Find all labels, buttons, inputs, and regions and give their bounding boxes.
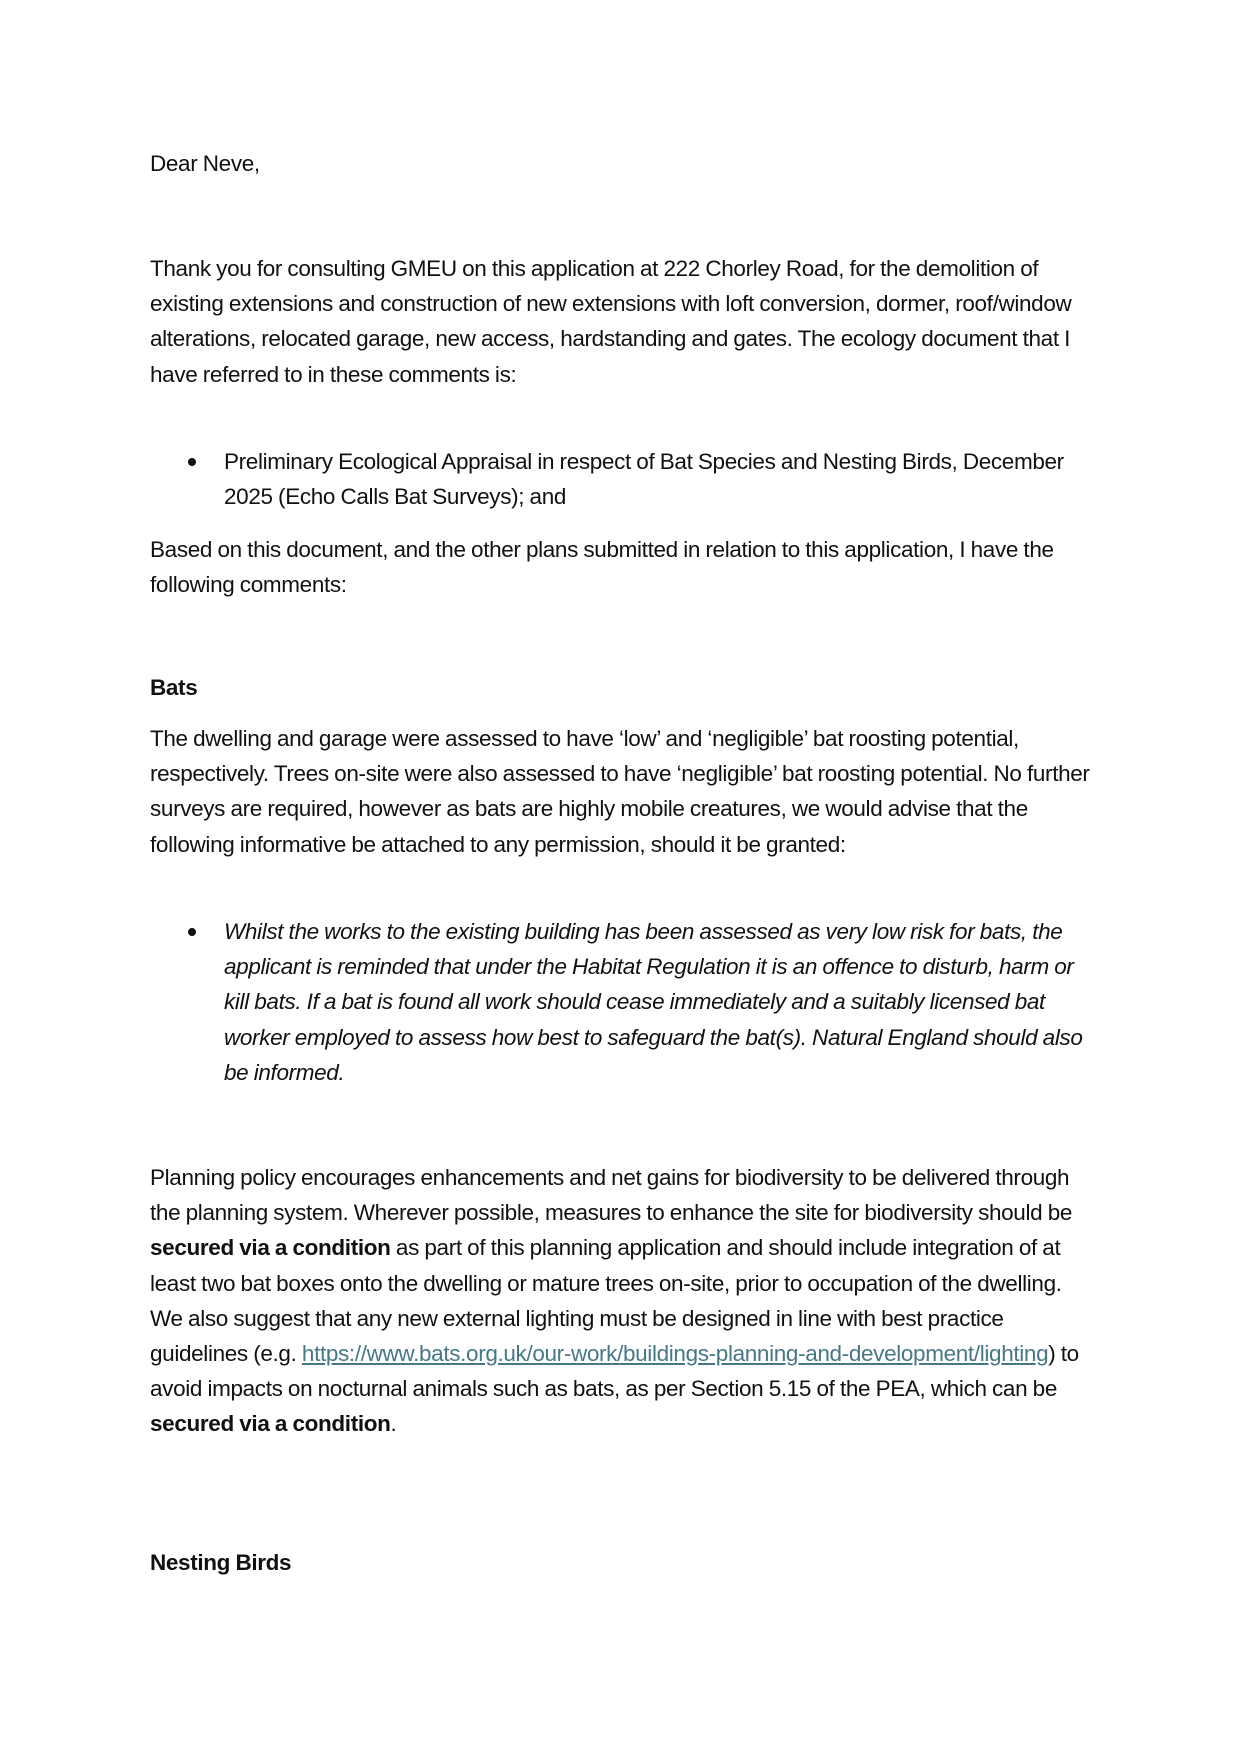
salutation: Dear Neve,	[150, 151, 260, 176]
documents-list	[150, 444, 1090, 514]
section-heading-nesting-birds: Nesting Birds	[150, 1550, 292, 1575]
enhancement-text-3: ) to avoid impacts on nocturnal animals such as bats, as per Section 5.15 of the PEA, which can be	[150, 1341, 1079, 1402]
condition-emphasis: secured via a condition	[150, 1235, 391, 1261]
enhancement-paragraph	[150, 1160, 1090, 1442]
informative-list	[150, 914, 1090, 1090]
bullet-icon	[188, 458, 196, 466]
document-title: Preliminary Ecological Appraisal in respect of Bat Species and Nesting Birds, December 2025 (Echo Calls Bat Surveys); and	[224, 449, 1064, 510]
bullet-icon	[188, 928, 196, 936]
condition-emphasis: secured via a condition	[150, 1411, 391, 1437]
intro-paragraph: Thank you for consulting GMEU on this application at 222 Chorley Road, for the demolition of existing extensions and construction of new extensions with loft conversion, dormer, roof/window alterations, relocated garage, new access, hardstanding and gates. The ecology document that I have referred to in these comments is:	[150, 256, 1072, 387]
section-heading-bats: Bats	[150, 675, 198, 700]
based-on-paragraph: Based on this document, and the other plans submitted in relation to this application, I have the following comments:	[150, 537, 1054, 598]
enhancement-text-1: Planning policy encourages enhancements and net gains for biodiversity to be delivered through the planning system. Wherever possible, measures to enhance the site for biodiversity should be	[150, 1165, 1073, 1226]
document-list-item	[150, 444, 1090, 514]
bats-assessment-paragraph: The dwelling and garage were assessed to have ‘low’ and ‘negligible’ bat roosting potential, respectively. Trees on-site were also assessed to have ‘negligible’ bat roosting potential. No further surveys are required, however as bats are highly mobile creatures, we would advise that the following informative be attached to any permission, should it be granted:	[150, 726, 1090, 857]
enhancement-text-2: as part of this planning application and should include integration of at least two bat boxes onto the dwelling or mature trees on-site, prior to occupation of the dwelling. We also suggest that any new external lighting must be designed in line with best practice guidelines (e.g.	[150, 1235, 1062, 1367]
informative-text: Whilst the works to the existing building has been assessed as very low risk for bats, the applicant is reminded that under the Habitat Regulation it is an offence to disturb, harm or kill bats. If a bat is found all work should cease immediately and a suitably licensed bat worker employed to assess how best to safeguard the bat(s). Natural England should also be informed.	[224, 919, 1083, 1085]
bat-lighting-guidance-link[interactable]: https://www.bats.org.uk/our-work/buildings-planning-and-development/lighting	[301, 1341, 1049, 1367]
informative-list-item	[150, 914, 1090, 1090]
enhancement-text-4: .	[390, 1411, 397, 1437]
